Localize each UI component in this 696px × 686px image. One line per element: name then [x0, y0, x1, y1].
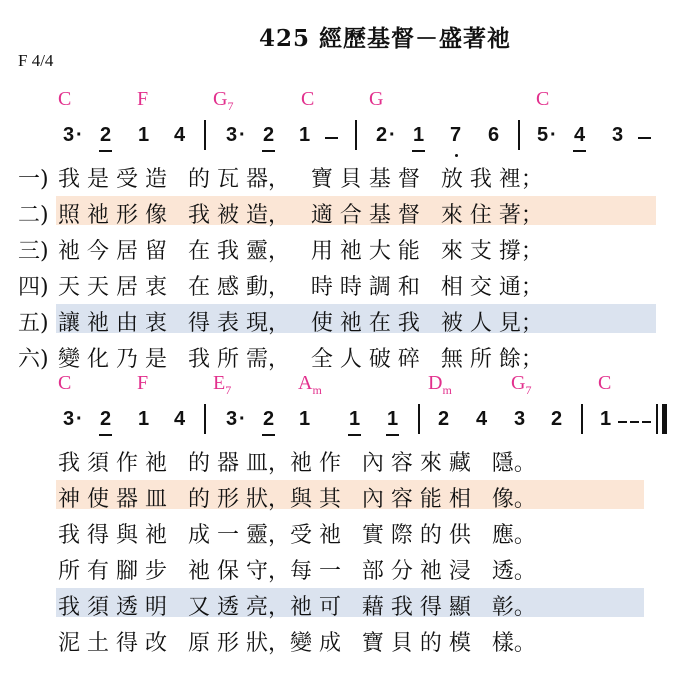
note-dot: ·: [76, 408, 83, 430]
chord-c: C: [536, 88, 550, 110]
verse-1-lyric: 我 是 受 造 的 瓦 器， 寶 貝 基 督 放 我 裡；: [58, 167, 543, 192]
verse-4-lyric: 天 天 居 衷 在 感 動， 時 時 調 和 相 交 通；: [58, 275, 543, 300]
note-underline: [99, 150, 112, 152]
verse-label: 四): [18, 275, 49, 300]
verse-label: 六): [18, 347, 49, 372]
hold-dash: [618, 421, 627, 423]
verse-3-lyric: 祂 今 居 留 在 我 靈， 用 祂 大 能 來 支 撐；: [58, 239, 543, 264]
note: 2: [263, 124, 275, 146]
barline: [418, 404, 420, 434]
note: 4: [476, 408, 488, 430]
verse-6-lyric: 變 化 乃 是 我 所 需， 全 人 破 碎 無 所 餘；: [58, 347, 543, 372]
note: 7: [450, 124, 462, 146]
note: 3: [514, 408, 526, 430]
note: 2: [100, 408, 112, 430]
note: 2: [551, 408, 563, 430]
note: 3: [226, 124, 238, 146]
chord-g7: $G_7$: [213, 88, 234, 113]
note-underline: [262, 434, 275, 436]
note-dot: ·: [550, 124, 557, 146]
chord-c: C: [58, 88, 72, 110]
verse-2-lyric: 照 祂 形 像 我 被 造， 適 合 基 督 來 住 著；: [58, 203, 543, 228]
note: 2: [100, 124, 112, 146]
note-underline: [99, 434, 112, 436]
refrain-verse-6: 泥 土 得 改 原 形 狀，變 成 寶 貝 的 模 樣。: [58, 631, 536, 656]
note: 1: [600, 408, 612, 430]
note-dot: ·: [239, 124, 246, 146]
verse-5-lyric: 讓 祂 由 衷 得 表 現， 使 祂 在 我 被 人 見；: [58, 311, 543, 336]
note-underline: [412, 150, 425, 152]
hold-dash: [630, 421, 639, 423]
chord-am: $A_m$: [298, 372, 322, 397]
hold-dash: [642, 421, 651, 423]
note-dot: ·: [389, 124, 396, 146]
verse-label: 一): [18, 167, 49, 192]
note: 1: [138, 124, 150, 146]
note: 4: [174, 408, 186, 430]
verse-label: 三): [18, 239, 49, 264]
hold-dash: [325, 137, 338, 139]
refrain-verse-3: 我 得 與 祂 成 一 靈，受 祂 實 際 的 供 應。: [58, 523, 536, 548]
barline: [204, 120, 206, 150]
hymn-title: [259, 20, 511, 53]
chord-c: C: [58, 372, 72, 394]
chord-c: C: [301, 88, 315, 110]
barline: [518, 120, 520, 150]
chord-g: G: [369, 88, 384, 110]
note-underline: [348, 434, 361, 436]
note: 2: [376, 124, 388, 146]
note: 1: [299, 408, 311, 430]
note: 3: [63, 124, 75, 146]
barline: [355, 120, 357, 150]
note: 3: [63, 408, 75, 430]
hymn-number: 425: [259, 25, 311, 52]
chord-g7: $G_7$: [511, 372, 532, 397]
chord-f: F: [137, 88, 149, 110]
note-underline: [262, 150, 275, 152]
chord-e7: $E_7$: [213, 372, 232, 397]
chord-f: F: [137, 372, 149, 394]
verse-label: 二): [18, 203, 49, 228]
note: 1: [387, 408, 399, 430]
note: 2: [263, 408, 275, 430]
refrain-verse-5: 我 須 透 明 又 透 亮，祂 可 藉 我 得 顯 彰。: [58, 595, 536, 620]
chord-c: C: [598, 372, 612, 394]
note: 4: [574, 124, 586, 146]
barline: [581, 404, 583, 434]
note-underline: [573, 150, 586, 152]
refrain-verse-2: 神 使 器 皿 的 形 狀，與 其 內 容 能 相 像。: [58, 487, 536, 512]
note: 1: [138, 408, 150, 430]
hymn-name: 經歷基督－盛著祂: [319, 25, 512, 52]
low-octave-dot: [455, 154, 458, 157]
barline: [204, 404, 206, 434]
note-underline: [386, 434, 399, 436]
chord-dm: $D_m$: [428, 372, 452, 397]
hold-dash: [638, 137, 651, 139]
note: 1: [299, 124, 311, 146]
refrain-verse-4: 所 有 腳 步 祂 保 守，每 一 部 分 祂 浸 透。: [58, 559, 536, 584]
final-barline-thick: [662, 404, 667, 434]
note: 3: [226, 408, 238, 430]
note-dot: ·: [76, 124, 83, 146]
note-dot: ·: [239, 408, 246, 430]
note: 5: [537, 124, 549, 146]
note: 1: [413, 124, 425, 146]
note: 1: [349, 408, 361, 430]
final-barline-thin: [656, 404, 658, 434]
note: 4: [174, 124, 186, 146]
note: 6: [488, 124, 500, 146]
refrain-verse-1: 我 須 作 祂 的 器 皿，祂 作 內 容 來 藏 隱。: [58, 451, 536, 476]
note: 3: [612, 124, 624, 146]
note: 2: [438, 408, 450, 430]
key-signature: F 4/4: [18, 51, 54, 70]
verse-label: 五): [18, 311, 49, 336]
